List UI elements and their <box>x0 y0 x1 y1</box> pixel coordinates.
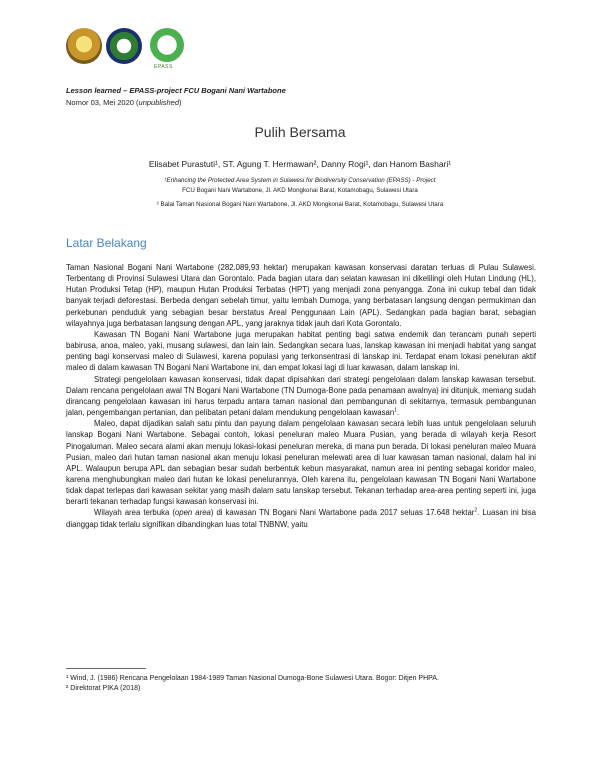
authors: Elisabet Purastuti¹, ST. Agung T. Hermawan², Danny Rogi¹, dan Hanom Bashari¹ <box>148 159 452 169</box>
page-title: Pulih Bersama <box>254 124 346 140</box>
epass-logo <box>150 28 184 62</box>
paragraph-3 <box>66 374 536 419</box>
footnotes <box>66 674 536 694</box>
paragraph-5-c: . Luasan ini bisa dianggap tidak terlalu signifikan dibandingkan luas total TNBNW, yaitu <box>66 508 536 529</box>
paragraph-4: Maleo, dapat dijadikan salah satu pintu dan payung dalam pengelolaan kawasan secara lebih luas untuk pengelolaan seluruh lanskap Bogani Nani Wartabone. Sebagai contoh, lokasi peneluran maleo Muara Pusian, yang berada di wilayah kerja Resort Pinogaluman. Maleo secara alami akan menuju lokasi-lokasi peneluran mereka, di mana pun berada. Di lokasi peneluran maleo Muara Pusian, maleo dari hutan taman nasional akan menuju lokasi peneluran melewati area di luar kawasan taman nasional, dalam hal ini APL. Walaupun berupa APL dan sebagian besar sudah berbentuk kebun masyarakat, namun area ini penting sebagai koridor maleo, karena menghubungkan maleo dari hutan ke lokasi penelurannya. Oleh karena itu, pengelolaan kawasan TN Bogani Nani Wartabone tidak dapat terlepas dari kawasan sekitar yang masih dalam satu lanskap tersebut. Tekanan terhadap area-area penting seperti ini, juga berarti tekanan terhadap fungsi kawasan konservasi ini. <box>66 419 536 507</box>
unpublished-label: unpublished <box>138 98 179 107</box>
lesson-learned-line: Lesson learned – EPASS-project FCU Bogani Nani Wartabone <box>66 86 286 95</box>
body-text <box>66 262 536 530</box>
epass-logo-text: EPASS <box>154 64 173 70</box>
paragraph-2: Kawasan TN Bogani Nani Wartabone juga merupakan habitat penting bagi satwa endemik dan terancam punah seperti babirusa, anoa, maleo, yaki, musang sulawesi, dan lain lain. Sedangkan secara luas, lanskap kawasan ini menjadi habitat yang sangat penting bagi konservasi maleo di Sulawesi, karena populasi yang terkonsentrasi di lanskap ini. Terdapat enam lokasi peneluran aktif maleo di dalam kawasan TN Bogani Nani Wartabone ini, dan empat lokasi lagi di luar kawasan, dalam lanskap ini. <box>66 329 536 373</box>
logo-group <box>66 28 186 68</box>
document-number-line <box>66 98 182 107</box>
paragraph-5-a: Wilayah area terbuka ( <box>94 508 175 518</box>
paragraph-5-italic: open area <box>174 508 211 518</box>
paragraph-5-b: ) di kawasan TN Bogani Nani Wartabone pada 2017 seluas 17.648 hektar <box>210 508 475 518</box>
affiliation-1-address: FCU Bogani Nani Wartabone, Jl. AKD Mongkonai Barat, Kotamobagu, Sulawesi Utara <box>182 187 418 194</box>
affiliation-1: ¹Enhancing the Protected Area System in Sulawesi for Biodiversity Conservation (EPASS) - Project <box>164 177 436 184</box>
emblem-logo <box>66 28 102 64</box>
affiliation-2: ² Balai Taman Nasional Bogani Nani Wartabone, Jl. AKD Mongkonai Barat, Kotamobagu, Sulawesi Utara <box>156 201 444 208</box>
footnote-2: ² Direktorat PIKA (2018) <box>66 685 141 692</box>
paragraph-3-end: . <box>396 408 400 418</box>
footnote-1: ¹ Wind, J. (1986) Rencana Pengelolaan 1984-1989 Taman Nasional Dumoga-Bone Sulawesi Utara. Bogor: Ditjen PHPA. <box>66 675 439 682</box>
paragraph-5 <box>66 507 536 529</box>
kementerian-logo <box>106 28 142 64</box>
paragraph-3-text: Strategi pengelolaan kawasan konservasi, tidak dapat dipisahkan dari strategi pengelolaan dalam lanskap kawasan tersebut. Dalam rencana pengelolaan awal TN Bogani Nani Wartabone (TN Dumoga-Bone pada penamaan awalnya) ini ditunjuk, memang sudah dirancang pengelolaan kawasan ini harus terpadu antara taman nasional dan pembangunan di sekitarnya, termasuk pembangunan jalan, pengembangan pertanian, dan pelibatan petani dalam mendukung pengelolaan kawasan <box>66 374 536 418</box>
paragraph-1: Taman Nasional Bogani Nani Wartabone (282.089,93 hektar) merupakan kawasan konservasi daratan terluas di Pulau Sulawesi. Terbentang di Provinsi Sulawesi Utara dan Gorontalo. Pada bagian utara dan selatan kawasan ini dikelilingi oleh Hutan Lindung (HL), Hutan Produksi Tetap (HP), maupun Hutan Produksi Terbatas (HPT) yang menjadi zona penyangga. Zona ini cukup tebal dan tidak banyak terjadi deforestasi. Berbeda dengan sebelah timur, yaitu lembah Dumoga, yang berbatasan langsung dengan permukiman dan perkebunan penduduk yang sebagian besar berstatus Areal Penggunaan Lain (APL). Sedangkan pada bagian barat, sebagian wilayahnya juga berbatasan langsung dengan APL, yang jaraknya tidak jauh dari Kota Gorontalo. <box>66 263 536 328</box>
footnote-ref-1: 1 <box>394 407 397 414</box>
section-heading: Latar Belakang <box>66 236 147 250</box>
footnote-divider <box>66 668 146 669</box>
doc-number: Nomor 03, Mei 2020 ( <box>66 98 139 107</box>
footnote-ref-2: 2 <box>474 507 478 514</box>
doc-number-end: ) <box>179 98 182 107</box>
